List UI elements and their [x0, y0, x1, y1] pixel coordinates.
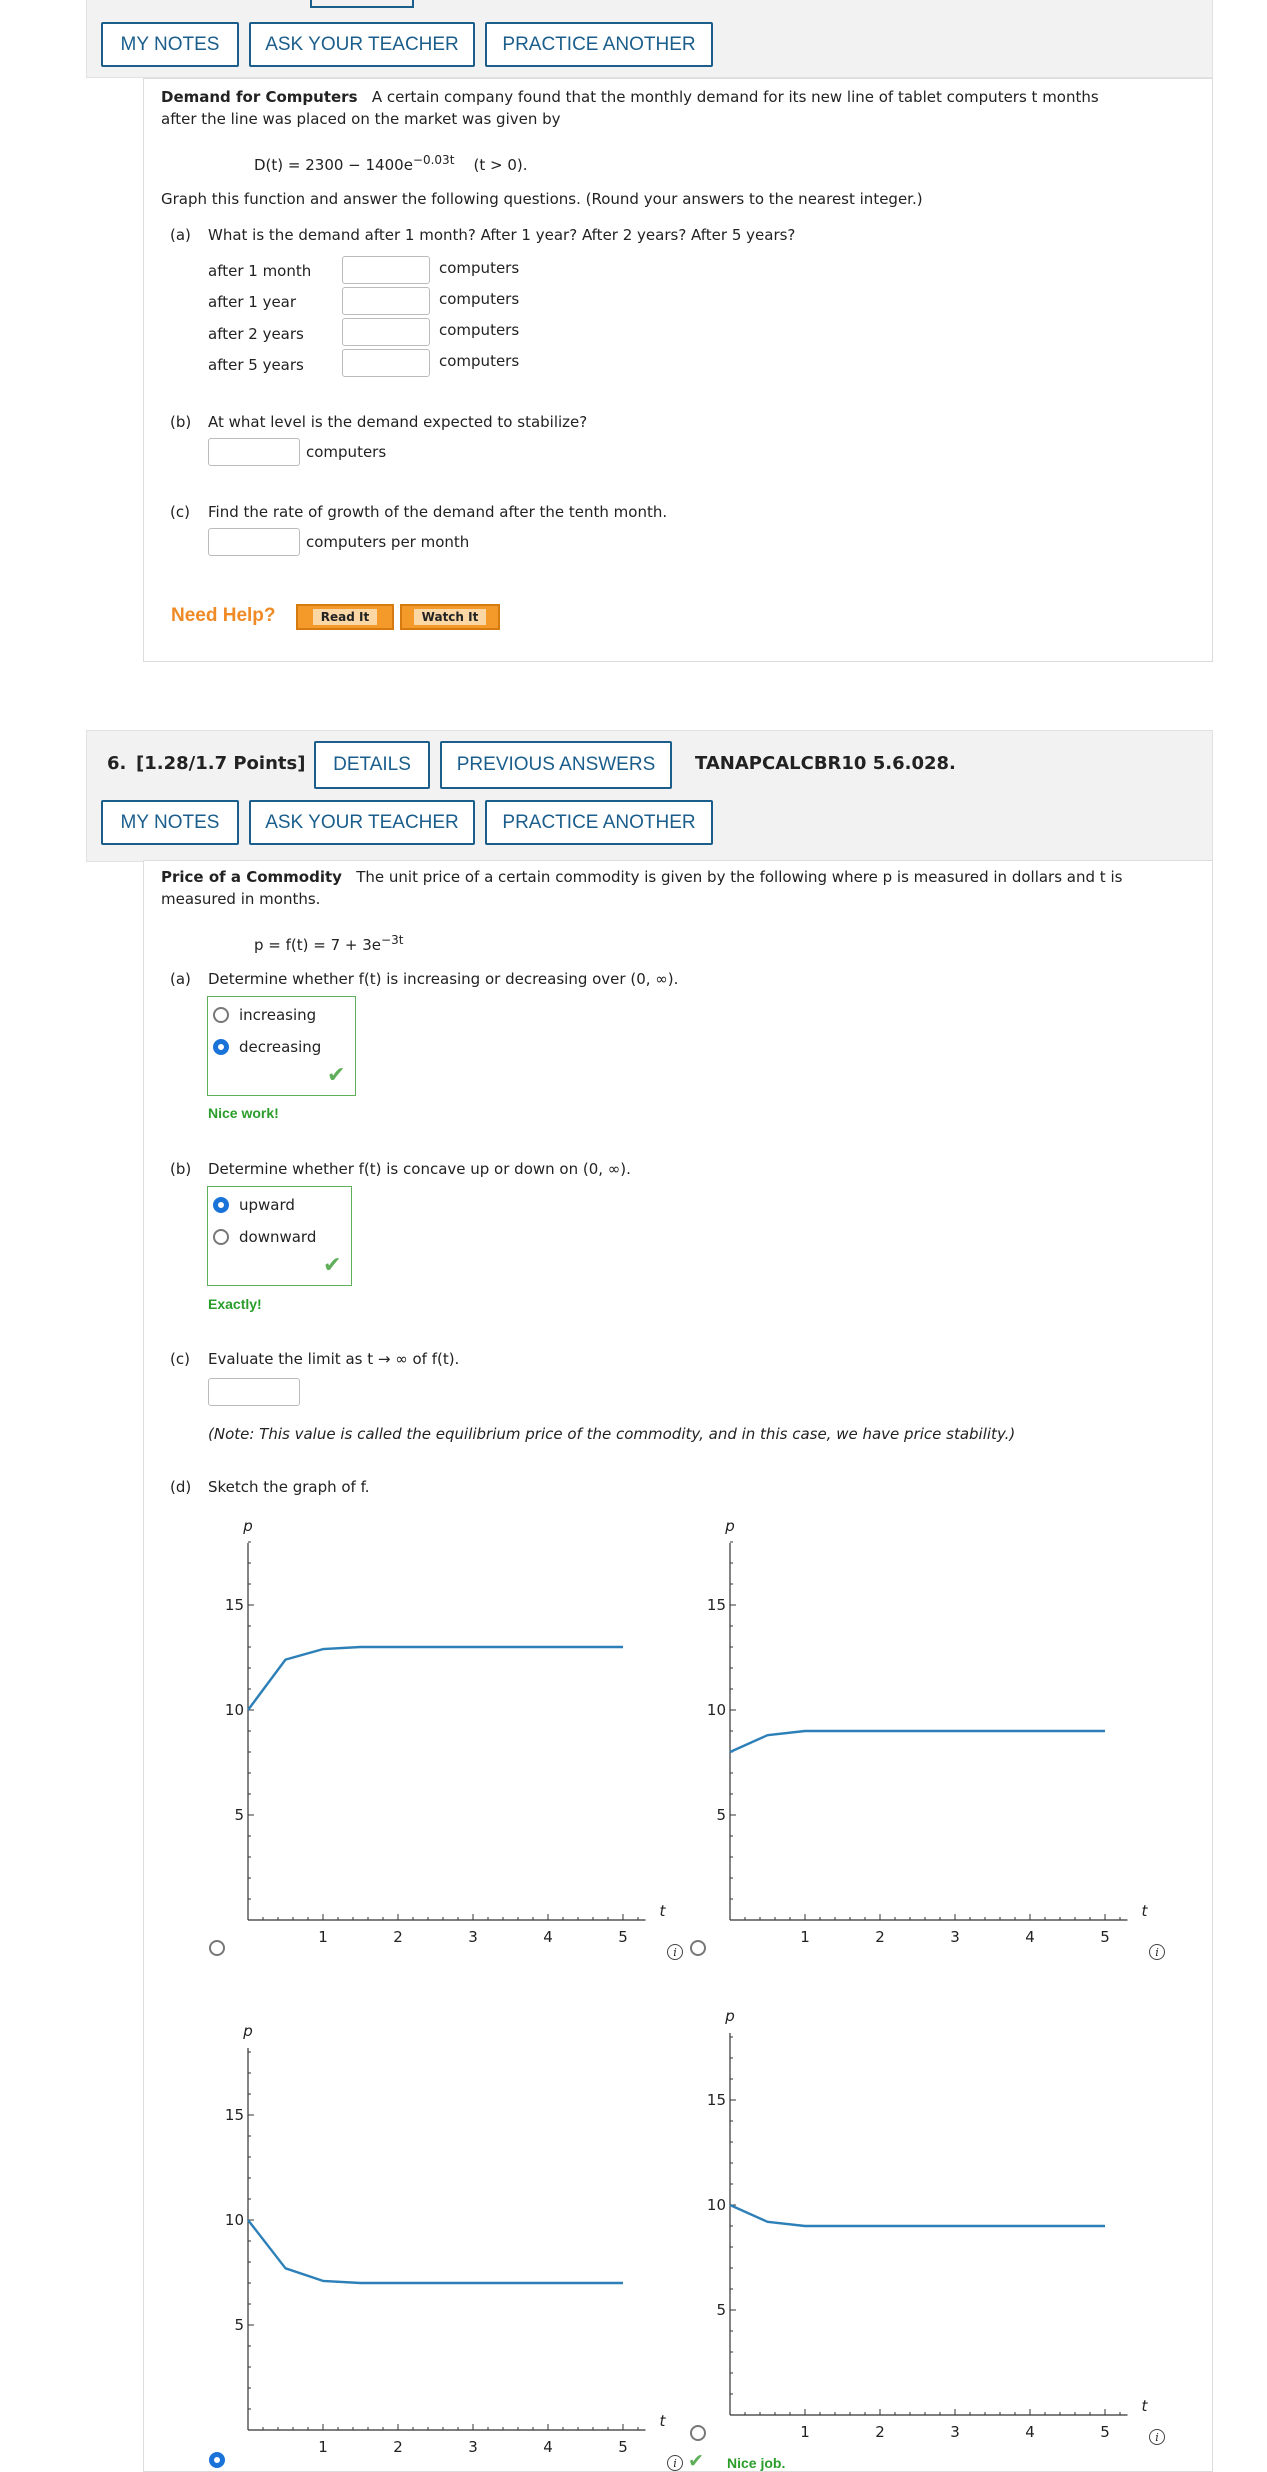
x-axis-label: t [1141, 2397, 1148, 2415]
q6-c-text: Evaluate the limit as t → ∞ of f(t). [208, 1350, 460, 1368]
answer-1-month-input[interactable] [342, 256, 430, 284]
q5-a-label: (a) [170, 226, 191, 244]
read-it-button[interactable]: Read It [296, 604, 394, 630]
details-button[interactable]: DETAILS [314, 741, 430, 789]
option-decreasing: decreasing [239, 1038, 322, 1056]
y-tick-label: 10 [706, 2196, 726, 2214]
x-tick-label: 5 [1100, 1928, 1110, 1946]
x-tick-label: 1 [318, 1928, 328, 1946]
q6-d-feedback: Nice job. [727, 2455, 786, 2471]
q6-b-feedback: Exactly! [208, 1296, 262, 1312]
radio-graph-2[interactable] [690, 1940, 706, 1956]
q6-note: (Note: This value is called the equilibrium price of the commodity, and in this case, we have price stability.) [208, 1425, 1016, 1443]
option-upward: upward [239, 1196, 295, 1214]
q6-b-text: Determine whether f(t) is concave up or down on (0, ∞). [208, 1160, 631, 1178]
y-tick-label: 15 [706, 2091, 726, 2109]
x-tick-label: 1 [318, 2438, 328, 2456]
radio-graph-4[interactable] [690, 2425, 706, 2441]
q6-a-feedback: Nice work! [208, 1105, 279, 1121]
stabilize-input[interactable] [208, 438, 300, 466]
q6-d-text: Sketch the graph of f. [208, 1478, 370, 1496]
q5-hidden-button-edge [310, 0, 414, 8]
q6-number: 6. [107, 753, 127, 774]
x-tick-label: 3 [950, 1928, 960, 1946]
series-line [730, 2205, 1105, 2226]
q5-a-text: What is the demand after 1 month? After 1 year? After 2 years? After 5 years? [208, 226, 796, 244]
x-tick-label: 5 [1100, 2423, 1110, 2441]
x-tick-label: 4 [1025, 1928, 1035, 1946]
graph-option-2 [702, 1505, 1148, 1955]
x-tick-label: 2 [875, 2423, 885, 2441]
q6-points: [1.28/1.7 Points] [136, 753, 306, 774]
row-label-5-years: after 5 years [208, 356, 304, 374]
x-tick-label: 3 [468, 2438, 478, 2456]
q5-b-text: At what level is the demand expected to stabilize? [208, 413, 588, 431]
x-tick-label: 4 [543, 1928, 553, 1946]
y-axis-label: p [243, 2022, 253, 2040]
q5-b-label: (b) [170, 413, 192, 431]
x-tick-label: 2 [875, 1928, 885, 1946]
x-tick-label: 2 [393, 1928, 403, 1946]
q6-intro-line-2: measured in months. [161, 890, 321, 908]
growth-rate-input[interactable] [208, 528, 300, 556]
y-tick-label: 15 [224, 1596, 244, 1614]
checkmark-icon: ✔ [323, 1253, 342, 1278]
row-unit-1-month: computers [439, 259, 520, 277]
graph-option-1 [220, 1505, 666, 1955]
q6-ask-teacher-button[interactable]: ASK YOUR TEACHER [249, 800, 475, 845]
q5-b-unit: computers [306, 443, 387, 461]
y-axis-label: p [243, 1517, 253, 1535]
graph-option-4 [702, 1995, 1148, 2455]
radio-graph-3[interactable] [209, 2452, 225, 2468]
row-label-1-year: after 1 year [208, 293, 297, 311]
row-unit-5-years: computers [439, 352, 520, 370]
q6-my-notes-button[interactable]: MY NOTES [101, 800, 239, 845]
row-label-1-month: after 1 month [208, 262, 312, 280]
row-unit-1-year: computers [439, 290, 520, 308]
checkmark-icon: ✔ [327, 1063, 346, 1088]
x-tick-label: 2 [393, 2438, 403, 2456]
my-notes-button[interactable]: MY NOTES [101, 22, 239, 67]
q5-intro-line-2: after the line was placed on the market was given by [161, 110, 561, 128]
series-line [248, 1647, 623, 1710]
q6-b-label: (b) [170, 1160, 192, 1178]
y-tick-label: 5 [716, 2301, 726, 2319]
q5-c-text: Find the rate of growth of the demand after the tenth month. [208, 503, 668, 521]
x-tick-label: 5 [618, 2438, 628, 2456]
q6-practice-another-button[interactable]: PRACTICE ANOTHER [485, 800, 713, 845]
q5-formula: $D(t) = 2300 - 1400e^{-0.03t}$ (t > 0). [254, 153, 528, 174]
y-tick-label: 10 [224, 1701, 244, 1719]
watch-it-button[interactable]: Watch It [400, 604, 500, 630]
ask-teacher-button[interactable]: ASK YOUR TEACHER [249, 22, 475, 67]
x-tick-label: 5 [618, 1928, 628, 1946]
series-line [730, 1731, 1105, 1752]
answer-2-years-input[interactable] [342, 318, 430, 346]
q6-formula: $p = f(t) = 7 + 3e^{-3t}$ [254, 933, 404, 954]
q6-code: TANAPCALCBR10 5.6.028. [695, 753, 956, 774]
q6-d-label: (d) [170, 1478, 192, 1496]
y-tick-label: 15 [706, 1596, 726, 1614]
x-axis-label: t [659, 1902, 666, 1920]
option-increasing: increasing [239, 1006, 317, 1024]
option-downward: downward [239, 1228, 317, 1246]
y-tick-label: 5 [234, 2316, 244, 2334]
series-line [248, 2220, 623, 2283]
info-icon[interactable]: i [667, 1944, 683, 1960]
y-tick-label: 15 [224, 2106, 244, 2124]
q5-c-label: (c) [170, 503, 190, 521]
x-tick-label: 1 [800, 1928, 810, 1946]
info-icon[interactable]: i [667, 2455, 683, 2471]
x-tick-label: 1 [800, 2423, 810, 2441]
row-label-2-years: after 2 years [208, 325, 304, 343]
row-unit-2-years: computers [439, 321, 520, 339]
y-axis-label: p [725, 2007, 735, 2025]
x-axis-label: t [659, 2412, 666, 2430]
x-tick-label: 4 [1025, 2423, 1035, 2441]
q5-c-unit: computers per month [306, 533, 470, 551]
checkmark-icon: ✔ [688, 2450, 704, 2472]
radio-decreasing[interactable] [213, 1039, 229, 1055]
x-tick-label: 3 [950, 2423, 960, 2441]
x-axis-label: t [1141, 1902, 1148, 1920]
q6-a-text: Determine whether f(t) is increasing or decreasing over (0, ∞). [208, 970, 679, 988]
info-icon[interactable]: i [1149, 2429, 1165, 2445]
q5-intro-line-1: Demand for Computers A certain company found that the monthly demand for its new line of tablet computers t months [161, 88, 1099, 106]
radio-increasing[interactable] [213, 1007, 229, 1023]
q5-instruction: Graph this function and answer the following questions. (Round your answers to the nearest integer.) [161, 190, 923, 208]
graph-option-3 [220, 2010, 666, 2470]
previous-answers-button[interactable]: PREVIOUS ANSWERS [440, 741, 672, 789]
practice-another-button[interactable]: PRACTICE ANOTHER [485, 22, 713, 67]
info-icon[interactable]: i [1149, 1944, 1165, 1960]
q6-a-label: (a) [170, 970, 191, 988]
radio-graph-1[interactable] [209, 1940, 225, 1956]
radio-upward[interactable] [213, 1197, 229, 1213]
limit-input[interactable] [208, 1378, 300, 1406]
radio-downward[interactable] [213, 1229, 229, 1245]
y-tick-label: 5 [234, 1806, 244, 1824]
x-tick-label: 3 [468, 1928, 478, 1946]
q6-intro-line-1: Price of a Commodity The unit price of a certain commodity is given by the following where p is measured in dollars and t is [161, 868, 1123, 886]
x-tick-label: 4 [543, 2438, 553, 2456]
need-help-label: Need Help? [171, 605, 276, 626]
answer-1-year-input[interactable] [342, 287, 430, 315]
answer-5-years-input[interactable] [342, 349, 430, 377]
y-tick-label: 10 [224, 2211, 244, 2229]
y-tick-label: 10 [706, 1701, 726, 1719]
q6-c-label: (c) [170, 1350, 190, 1368]
y-axis-label: p [725, 1517, 735, 1535]
y-tick-label: 5 [716, 1806, 726, 1824]
